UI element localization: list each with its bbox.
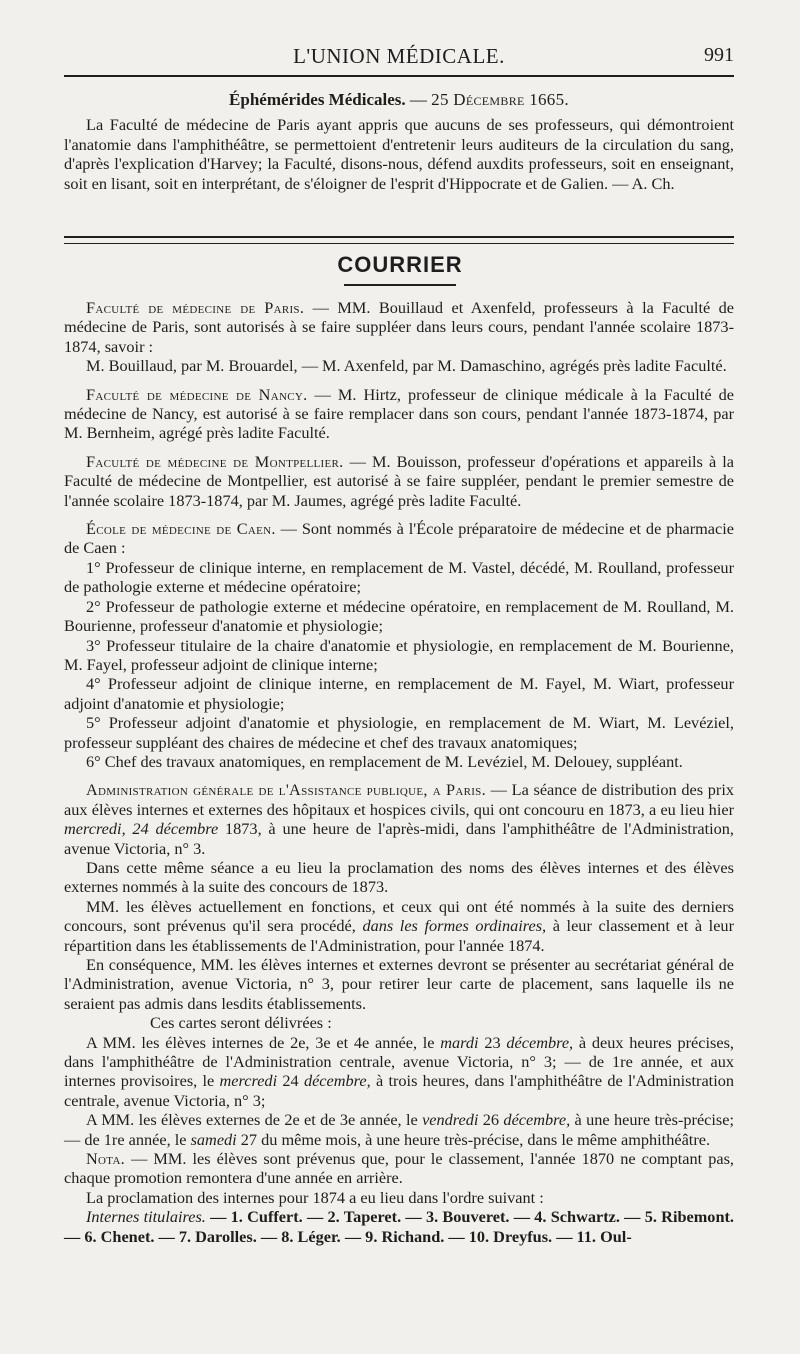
- internes-month-1: décembre,: [506, 1032, 574, 1052]
- paris-notice: [64, 298, 734, 356]
- ephemerides-section: [64, 90, 734, 193]
- running-title: L'UNION MÉDICALE.: [293, 44, 505, 68]
- assistance-p3-end: à leur classement et à leur répartition dans les établissements de l'Administration, pour l'année 1874.: [64, 916, 734, 955]
- internes-date-2: 24: [277, 1071, 304, 1091]
- internes-list: — 1. Cuffert. — 2. Taperet. — 3. Bouveret. — 4. Schwartz. — 5. Ribemont. — 6. Chenet. — 7. Darolles. — 8. Léger. — 9. Richand. — 10. Dreyfus. — 11. Oul-: [64, 1207, 734, 1246]
- header-rule: [64, 75, 734, 77]
- section-double-rule: [64, 236, 734, 244]
- externes-dates: A MM. les élèves externes de 2e et de 3e année, le: [86, 1110, 423, 1130]
- caen-item: 5° Professeur adjoint d'anatomie et physiologie, en remplacement de M. Wiart, M. Levéziel, professeur suppléant des chaires de médecine et chef des travaux anatomiques;: [64, 713, 734, 752]
- assistance-p4: En conséquence, MM. les élèves internes et externes devront se présenter au secrétariat général de l'Administration, avenue Victoria, n° 3, pour retirer leur carte de placement, sans laquelle ils ne seraient pas admis dans lesdits établissements.: [64, 955, 734, 1013]
- caen-item: 4° Professeur adjoint de clinique interne, en remplacement de M. Fayel, M. Wiart, professeur adjoint d'anatomie et physiologie;: [64, 674, 734, 713]
- caen-item: 1° Professeur de clinique interne, en remplacement de M. Vastel, décédé, M. Roulland, professeur de pathologie externe et médecine opératoire;: [64, 557, 734, 597]
- caen-item: 2° Professeur de pathologie externe et médecine opératoire, en remplacement de M. Roulland, M. Bourienne, professeur d'anatomie et physiologie;: [64, 596, 734, 636]
- paris-body: — MM. Bouillaud et Axenfeld, professeurs à la Faculté de médecine de Paris, sont autorisés à se faire suppléer dans leurs cours, pendant l'année scolaire 1873-1874, savoir :: [64, 298, 735, 356]
- nancy-body: — M. Hirtz, professeur de clinique médicale à la Faculté de médecine de Nancy, est autorisé à se faire remplacer dans son cours, pendant l'année 1873-1874, par M. Bernheim, agrégé près ladite Faculté.: [64, 384, 734, 443]
- running-head: [64, 40, 734, 74]
- assistance-intro: — La séance de distribution des prix aux élèves internes et externes des hôpitaux et hospices civils, qui ont concouru en 1873, a eu lieu hier: [64, 780, 735, 819]
- externes-date-1: 26: [478, 1110, 504, 1130]
- caen-item: 6° Chef des travaux anatomiques, en remplacement de M. Levéziel, M. Delouey, suppléant.: [86, 751, 683, 771]
- section-heading: COURRIER: [337, 252, 463, 277]
- internes-place-1: à deux heures précises, dans l'amphithéâtre de l'Administration centrale, avenue Victoria, n° 3; — de 1re année, et aux internes provisoires, le: [64, 1032, 735, 1091]
- paris-notice-line2: [64, 356, 734, 375]
- internes-place-2: à trois heures, dans l'amphithéâtre de l'Administration centrale, avenue Victoria, n° 3;: [64, 1071, 735, 1110]
- caen-item: 3° Professeur titulaire de la chaire d'anatomie et physiologie, en remplacement de M. Bourienne, M. Fayel, professeur adjoint de clinique interne;: [64, 635, 734, 674]
- paris-head: Faculté de médecine de Paris.: [86, 298, 305, 317]
- externes-month-1: décembre,: [503, 1110, 571, 1130]
- assistance-p5: Ces cartes seront délivrées :: [150, 1013, 332, 1033]
- paris-line2: M. Bouillaud, par M. Brouardel, — M. Axenfeld, par M. Damaschino, agrégés près ladite Faculté.: [86, 356, 727, 376]
- ephemerides-title: [64, 90, 734, 109]
- caen-body: — Sont nommés à l'École préparatoire de médecine et de pharmacie de Caen :: [64, 519, 734, 558]
- nota-head: Nota.: [86, 1149, 126, 1169]
- caen-notice: [64, 519, 734, 771]
- montpellier-head: Faculté de médecine de Montpellier.: [86, 451, 344, 471]
- ephemerides-date: 25 Décembre 1665.: [431, 90, 569, 109]
- assistance-intro-end: 1873, à une heure de l'après-midi, dans l'amphithéâtre de l'Administration, avenue Victoria, n° 3.: [64, 819, 735, 858]
- externes-day-1: vendredi: [422, 1110, 479, 1130]
- assistance-p3-italic: dans les formes ordinaires,: [362, 916, 547, 936]
- caen-head: École de médecine de Caen.: [86, 519, 276, 539]
- externes-date-2: 27 du même mois, à une heure très-précise, dans le même amphithéâtre.: [236, 1129, 711, 1149]
- assistance-head: Administration générale de l'Assistance publique, a Paris.: [86, 780, 486, 800]
- assistance-p8: La proclamation des internes pour 1874 a eu lieu dans l'ordre suivant :: [86, 1187, 544, 1207]
- section-heading-rule: [344, 284, 456, 286]
- montpellier-notice: [64, 452, 734, 510]
- page-number: 991: [704, 44, 734, 66]
- internes-label: Internes titulaires.: [86, 1207, 206, 1227]
- nancy-notice: [64, 385, 734, 443]
- ephemerides-date-separator: —: [405, 90, 432, 109]
- courrier-section: [64, 298, 734, 1246]
- internes-day-2: mercredi: [219, 1071, 278, 1091]
- internes-day-1: mardi: [440, 1032, 479, 1052]
- internes-date-1: 23: [478, 1032, 507, 1052]
- assistance-notice: [64, 780, 734, 1246]
- ephemerides-body: La Faculté de médecine de Paris ayant appris que aucuns de ses professeurs, qui démontroient l'anatomie dans l'amphithéâtre, se permettoient d'entretenir leurs auditeurs de la circulation du sang, d'après l'explication d'Harvey; la Faculté, disons-nous, défend auxdits professeurs, soit en enseignant, soit en lisant, soit en interprétant, de s'éloigner de l'esprit d'Hippocrate et de Galien. — A. Ch.: [64, 115, 734, 193]
- nota-body: — MM. les élèves sont prévenus que, pour le classement, l'année 1870 ne comptant pas, chaque promotion remontera d'une année en arrière.: [64, 1149, 734, 1188]
- nancy-head: Faculté de médecine de Nancy.: [86, 384, 308, 404]
- internes-dates: A MM. les élèves internes de 2e, 3e et 4e année, le: [86, 1032, 441, 1052]
- assistance-intro-date: mercredi, 24 décembre: [64, 819, 219, 839]
- montpellier-body: — M. Bouisson, professeur d'opérations et appareils à la Faculté de médecine de Montpellier, est autorisé à se faire suppléer, pendant le premier semestre de l'année scolaire 1873-1874, par M. Jaumes, agrégé près ladite Faculté.: [64, 451, 734, 510]
- assistance-p2: Dans cette même séance a eu lieu la proclamation des noms des élèves internes et des élèves externes nommés à la suite des concours de 1873.: [64, 857, 734, 897]
- ephemerides-heading: Éphémérides Médicales.: [229, 90, 406, 109]
- externes-time-1: à une heure très-précise; — de 1re année, le: [64, 1110, 735, 1149]
- externes-day-2: samedi: [190, 1129, 237, 1149]
- internes-month-2: décembre,: [303, 1071, 371, 1091]
- assistance-p3: MM. les élèves actuellement en fonctions, et ceux qui ont été nommés à la suite des derniers concours, sont prévenus qu'il sera procédé,: [64, 896, 734, 936]
